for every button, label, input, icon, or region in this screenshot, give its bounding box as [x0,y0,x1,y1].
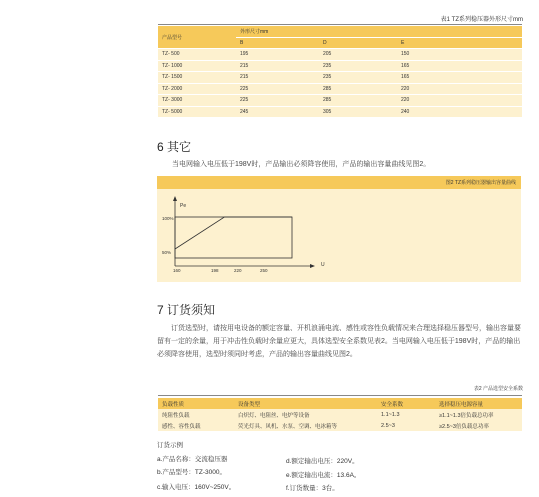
y-tick-label: 50% [162,250,172,255]
table-cell: TZ- 1000 [158,60,236,72]
section6-title: 6 其它 [157,140,192,154]
table-cell: ≥1.1~1.3倍负载总功率 [439,412,494,419]
table-cell: 195 [236,49,319,61]
table2-header: 选择稳压电源容量 [439,401,484,408]
table-row [158,60,522,72]
x-axis-arrow [310,264,315,268]
table-row [158,106,522,118]
table-row [158,72,522,84]
table-cell: 305 [319,106,397,118]
table2-header: 安全系数 [381,401,404,408]
y-axis-arrow [173,196,177,201]
table-cell: 240 [397,106,522,118]
table-cell: TZ- 1500 [158,72,236,84]
table-cell: 1.1~1.3 [381,411,400,418]
table-cell: 220 [397,83,522,95]
table-row [158,49,522,61]
order-item: b.产品型号：TZ-3000。 [157,469,226,476]
table-cell: 205 [319,49,397,61]
x-tick-label: 250 [260,268,268,273]
order-item: a.产品名称：交流稳压器 [157,456,228,463]
table-cell: 225 [236,83,319,95]
table-cell: ≥2.5~3倍负载总功率 [439,423,489,430]
table-cell: TZ- 5000 [158,106,236,118]
table2-caption: 表2 产品选型安全系数 [473,386,523,392]
table-row [158,420,522,431]
capacity-curve [175,217,292,249]
table-cell: 215 [236,72,319,84]
table1-subheader: E [397,37,522,49]
table1-caption: 表1 TZ系列稳压器外形尺寸mm [440,17,523,23]
table2-header: 负载性质 [162,401,185,408]
table-cell: 285 [319,83,397,95]
table-cell: TZ- 3000 [158,95,236,107]
table2-top-rule [158,395,522,396]
order-item: d.额定输出电压：220V。 [286,458,359,465]
order-item: f.订货数量：3台。 [286,485,339,492]
table-cell: 白炽灯、电阻丝、电炉等设备 [238,412,310,419]
figure2-caption: 图2 TZ系列稳压器输出容量曲线 [445,180,516,186]
y-tick-label: 100% [162,216,174,221]
table1-subheader: D [319,37,397,49]
table-cell: 235 [319,60,397,72]
table-cell: 235 [319,72,397,84]
table-cell: 荧光灯具、风机、水泵、空调、电冰箱等 [238,423,338,430]
table1-subheader: B [236,37,319,49]
table1-col-dims: 外形尺寸mm [236,26,522,37]
table2-header-row [158,398,522,409]
x-tick-label: 198 [211,268,219,273]
y-axis-label: Pe [180,203,187,209]
section7-paragraph: 订货选型时，请按用电设备的额定容量、开机浪涌电流、感性或容性负载情况来合理选择稳压器型号，输出容量要留有一定的余量，用于冲击性负载时余量应更大，具体选型安全系数见表2。当电网输入电压低于198V时，产品的输出必须降容使用，选型时须同时考虑，产品的输出容量曲线见图2。 [157,325,521,358]
table-cell: 165 [397,60,522,72]
table-cell: 150 [397,49,522,61]
table1-top-rule [158,24,522,25]
x-axis-label: U [321,262,325,268]
table-cell: 215 [236,60,319,72]
figure2-chart [157,189,521,282]
table-cell: 纯阻性负载 [162,412,190,419]
table-cell: 感性、容性负载 [162,423,201,430]
table-cell: 245 [236,106,319,118]
table-cell: TZ- 500 [158,49,236,61]
table1 [158,26,522,118]
order-item: e.额定输出电流：13.6A。 [286,472,361,479]
table-row [158,409,522,420]
table-row [158,95,522,107]
table1-col-product: 产品型号 [158,26,236,49]
order-item: c.输入电压：160V~250V。 [157,484,236,491]
order-example-title: 订货示例 [157,442,183,449]
table-cell: 285 [319,95,397,107]
x-tick-label: 220 [234,268,242,273]
table1-header-row [158,26,522,37]
table-cell: 225 [236,95,319,107]
table-cell: 220 [397,95,522,107]
x-tick-label: 160 [173,268,181,273]
section7-title: 7 订货须知 [157,303,216,317]
table2-header: 设备类型 [238,401,261,408]
table-cell: 165 [397,72,522,84]
table-cell: TZ- 2000 [158,83,236,95]
section6-text: 当电网输入电压低于198V时，产品输出必须降容使用，产品的输出容量曲线见图2。 [172,161,431,168]
table-row [158,83,522,95]
table-cell: 2.5~3 [381,422,395,429]
table2 [158,398,522,431]
